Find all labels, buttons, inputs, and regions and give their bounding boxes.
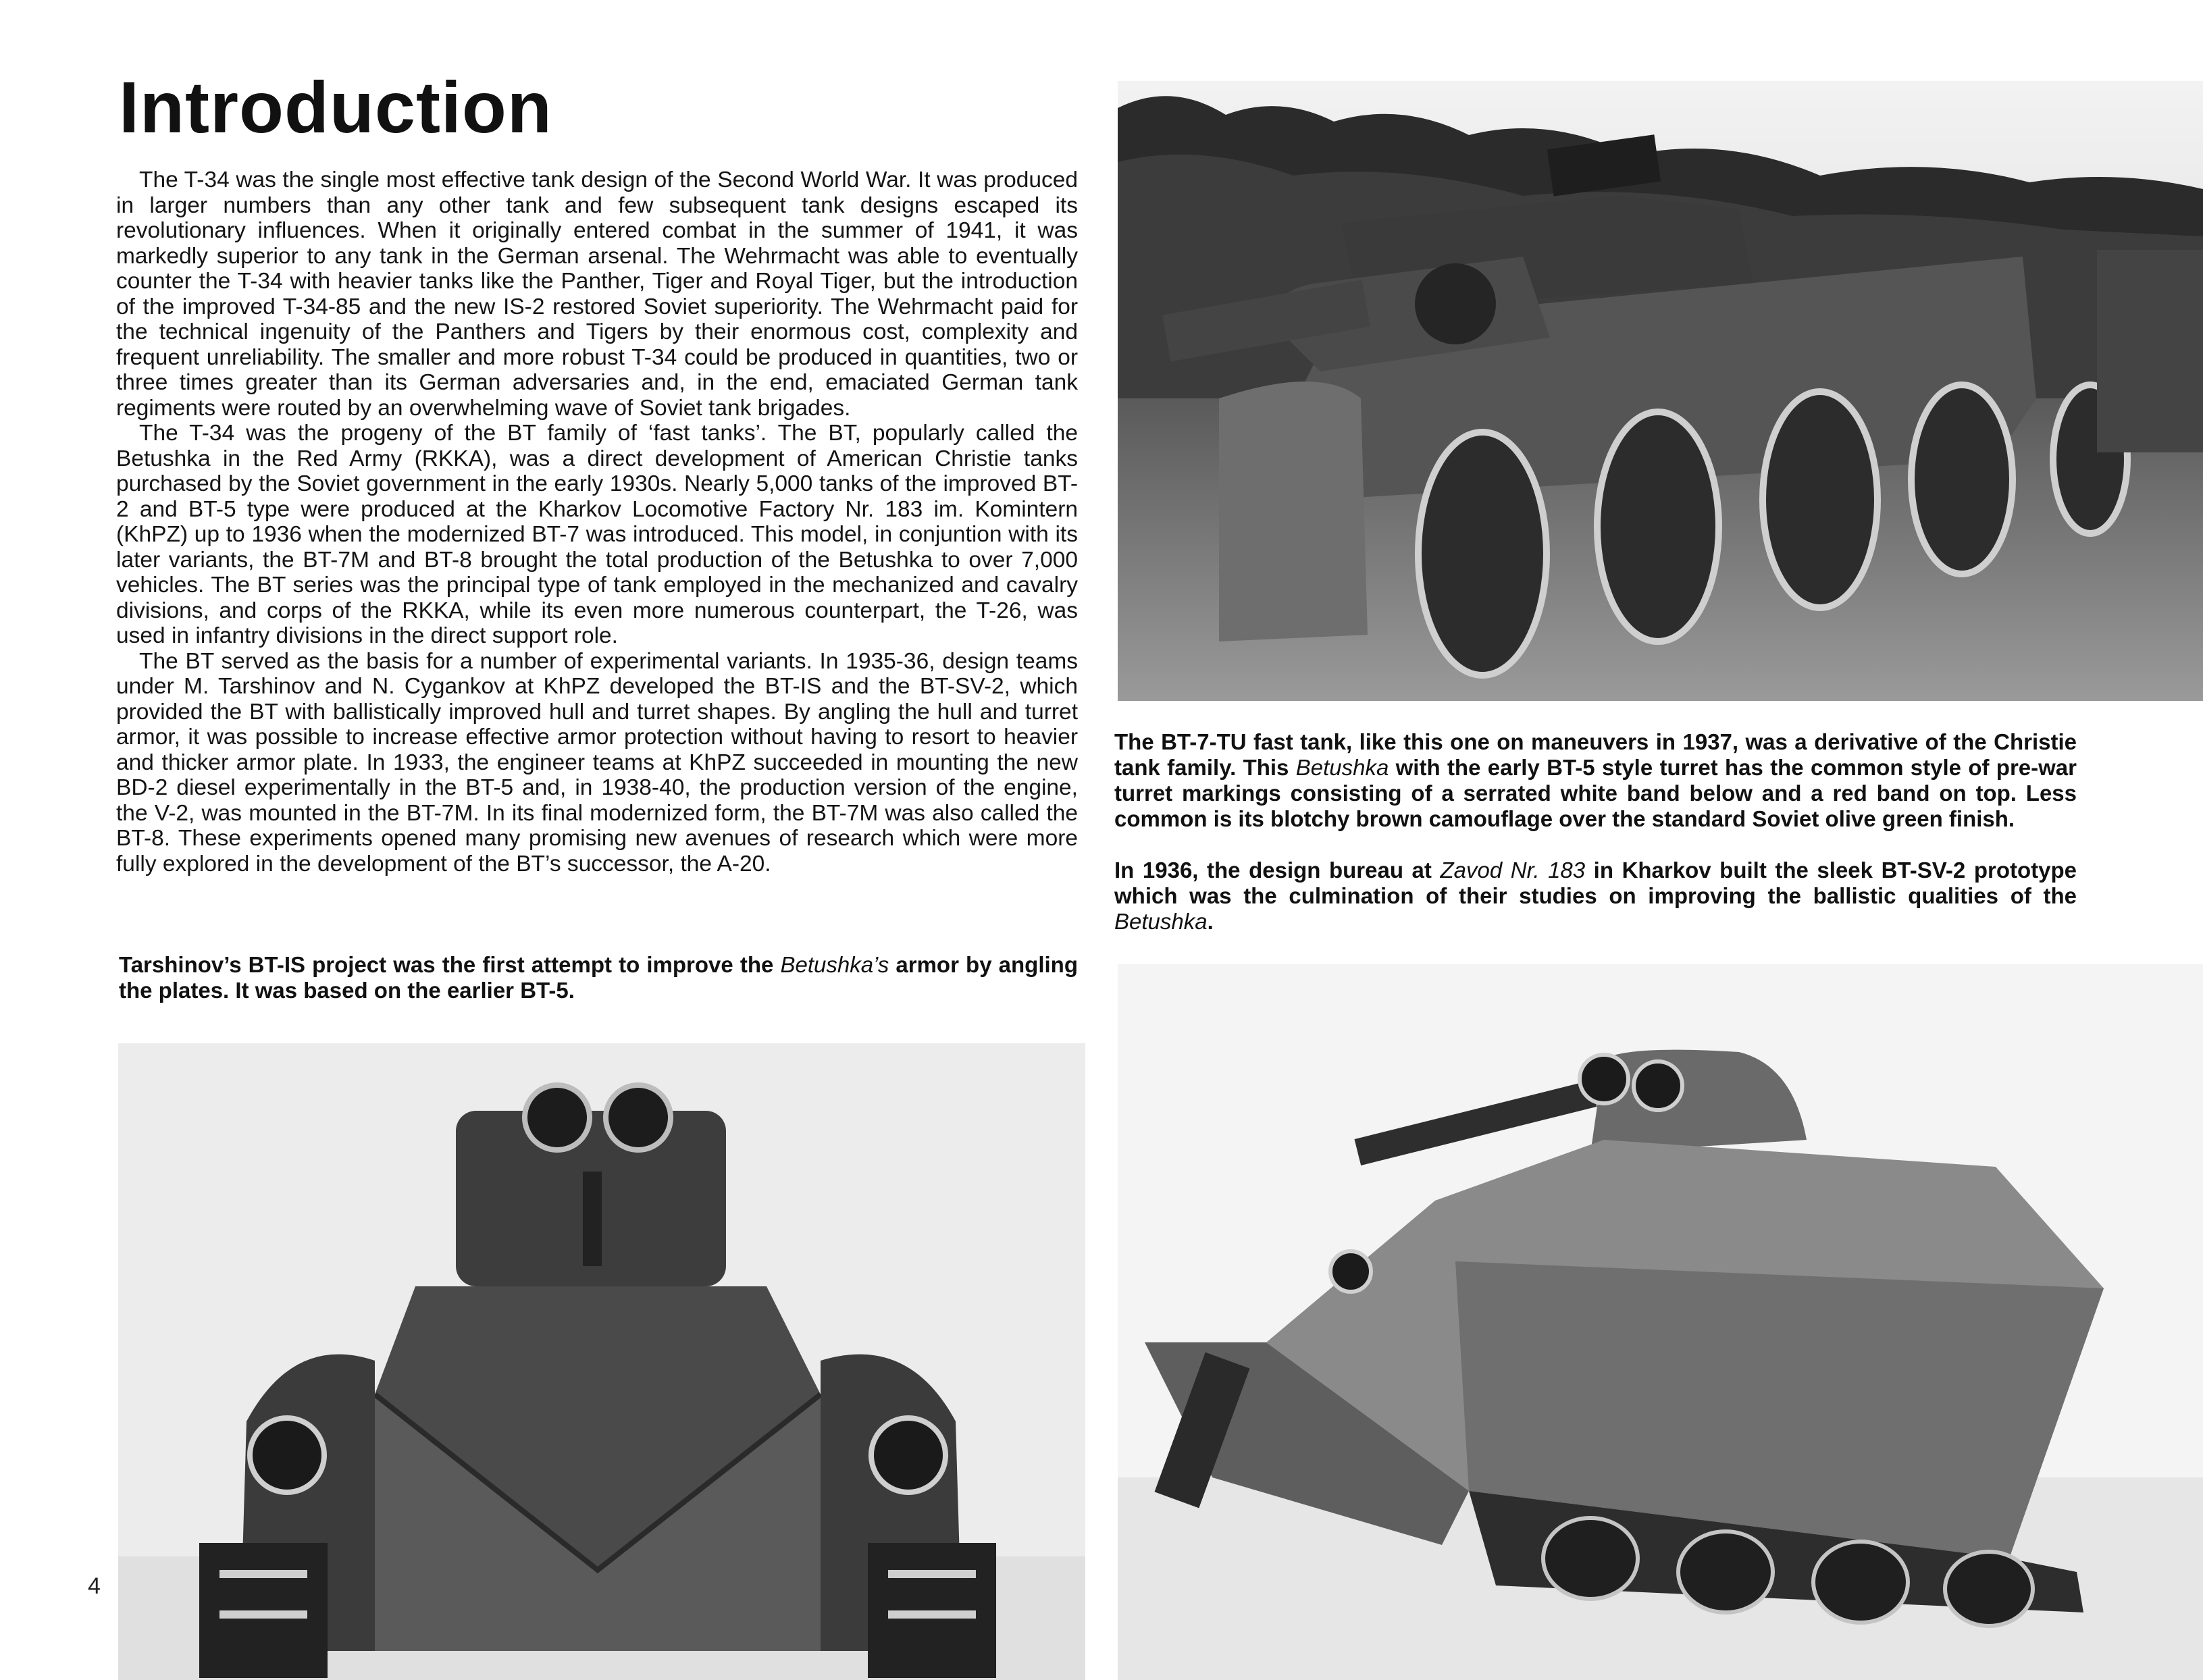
intro-paragraph-2: The T-34 was the progeny of the BT family of ‘fast tanks’. The BT, popularly called the Betushka in the Red Army (RKKA), was a direct development of American Christie tanks purchased by the Soviet government in the early 1930s. Nearly 5,000 tanks of the improved BT-2 and BT-5 type were produced at the Kharkov Locomotive Factory Nr. 183 im. Komintern (KhPZ) up to 1936 when the modernized BT-7 was introduced. This model, in conjuntion with its later variants, the BT-7M and BT-8 brought the total production of the Betushka to over 7,000 vehicles. The BT series was the principal type of tank employed in the mechanized and cavalry divisions, and corps of the RKKA, while its even more numerous counterpart, the T-26, was used in infantry divisions in the direct support role. <box>116 421 1078 648</box>
photo-bt-sv2-illustration <box>1118 964 2203 1680</box>
caption-btsv2-part3: . <box>1207 909 1214 934</box>
caption-bt7tu-part2: with the early BT-5 style turret has the common style of pre-war turret markings consisting of a serrated white band below and a red band on top. Less common is its blotchy brown camouflage over the standard Soviet olive green finish. <box>1114 755 2077 831</box>
intro-paragraph-1: The T-34 was the single most effective tank design of the Second World War. It was produced in larger numbers than any other tank and few subsequent tank designs escaped its revolutionary influences. When it originally entered combat in the summer of 1941, it was markedly superior to any tank in the German arsenal. The Wehrmacht was able to eventually counter the T-34 with heavier tanks like the Panther, Tiger and Royal Tiger, but the introduction of the improved T-34-85 and the new IS-2 restored Soviet superiority. The Wehrmacht paid for the technical ingenuity of the Panthers and Tigers by their enormous cost, complexity and frequent unreliability. The smaller and more robust T-34 could be produced in quantities, two or three times greater than its German adversaries and, in the end, emaciated German tank regiments were routed by an overwhelming wave of Soviet tank brigades. <box>116 167 1078 421</box>
caption-bt-is-part1: Tarshinov’s BT-IS project was the first attempt to improve the <box>119 952 781 977</box>
page-title: Introduction <box>119 66 552 148</box>
caption-bt7tu <box>1114 729 2077 832</box>
photo-bt7tu-tank <box>1118 81 2203 701</box>
caption-btsv2 <box>1114 858 2077 935</box>
caption-bt-is <box>119 952 1078 1003</box>
intro-text <box>116 167 1078 876</box>
caption-bt-is-italic: Betushka’s <box>780 952 889 977</box>
caption-btsv2-part1: In 1936, the design bureau at <box>1114 858 1441 883</box>
caption-bt7tu-part1: The BT-7-TU fast tank, like this one on maneuvers in 1937, was a derivative of the Christie tank family. This <box>1114 729 2077 780</box>
intro-paragraph-3: The BT served as the basis for a number of experimental variants. In 1935-36, design teams under M. Tarshinov and N. Cygankov at KhPZ developed the BT-IS and the BT-SV-2, which provided the BT with ballistically improved hull and turret shapes. By angling the hull and turret armor, it was possible to increase effective armor protection without having to resort to heavier and thicker armor plate. In 1933, the engineer teams at KhPZ succeeded in mounting the new BD-2 diesel experimentally in the BT-5 and, in 1938-40, the production version of the engine, the V-2, was mounted in the BT-7M. In its final modernized form, the BT-7M was also called the BT-8. These experiments opened many promising new avenues of research which were more fully explored in the development of the BT’s successor, the A-20. <box>116 648 1078 876</box>
caption-bt7tu-italic: Betushka <box>1295 755 1389 780</box>
caption-btsv2-part2: in Kharkov built the sleek BT-SV-2 prototype which was the culmination of their studies on improving the ballistic qualities of the <box>1114 858 2077 908</box>
photo-bt7tu-illustration <box>1118 81 2203 701</box>
page-number: 4 <box>88 1573 101 1599</box>
caption-btsv2-italic2: Betushka <box>1114 909 1208 934</box>
caption-btsv2-italic1: Zavod Nr. 183 <box>1440 858 1586 883</box>
photo-bt-sv2-tank <box>1118 964 2203 1680</box>
photo-bt-is-tank <box>118 1043 1085 1680</box>
photo-bt-is-illustration <box>118 1043 1085 1680</box>
caption-bt-is-part2: armor by angling the plates. It was based on the earlier BT-5. <box>119 952 1078 1003</box>
